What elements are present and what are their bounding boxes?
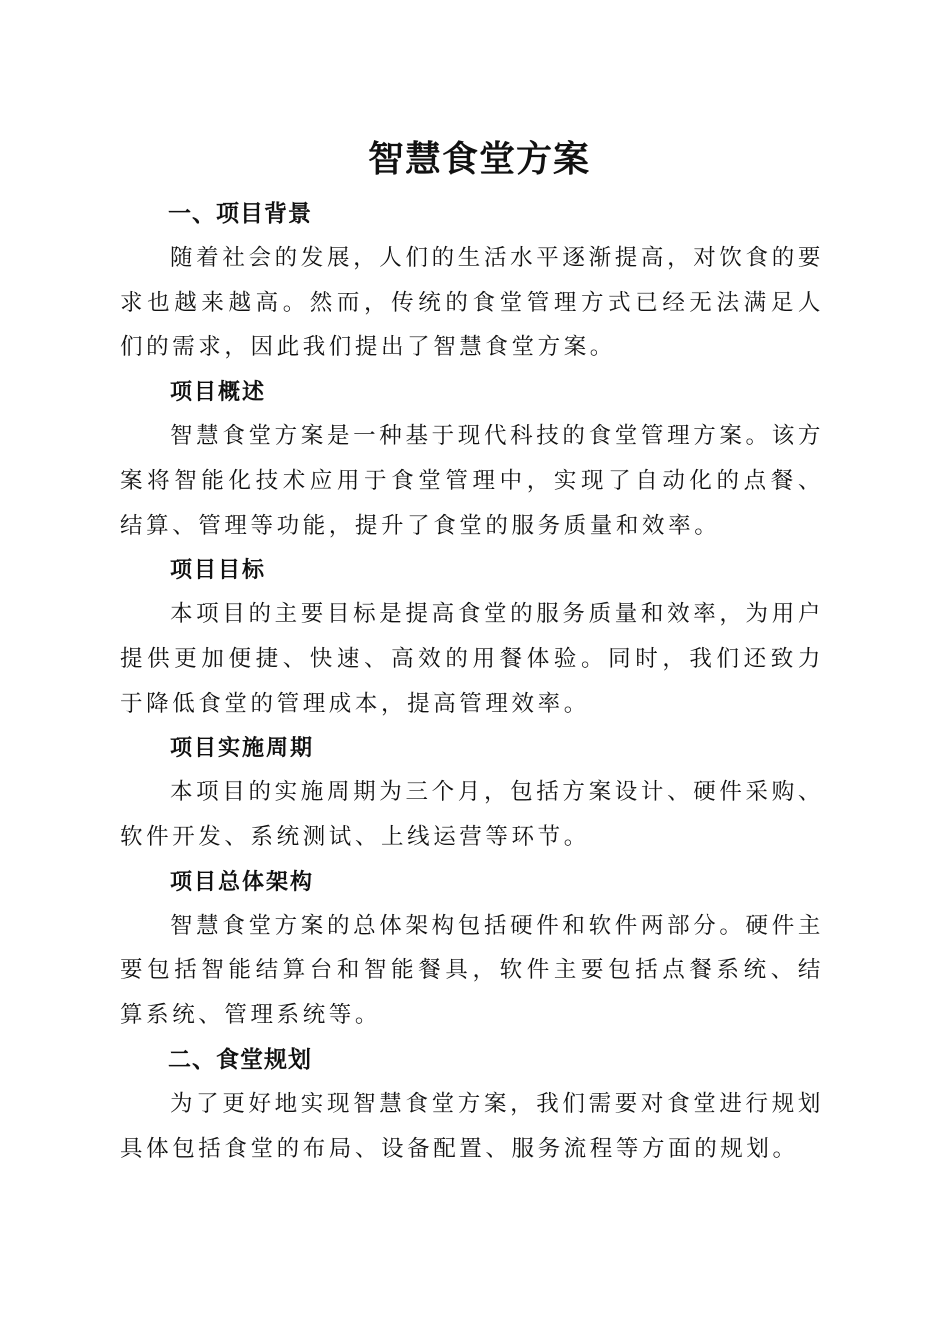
section-heading-planning: 二、食堂规划 (168, 1046, 312, 1073)
paragraph-background: 随着社会的发展，人们的生活水平逐渐提高，对饮食的要求也越来越高。然而，传统的食堂管理方式已经无法满足人们的需求，因此我们提出了智慧食堂方案。 (120, 245, 824, 361)
subheading-overview: 项目概述 (170, 379, 267, 406)
section-heading-background: 一、项目背景 (168, 201, 312, 227)
subheading-period: 项目实施周期 (170, 735, 315, 762)
paragraph-period: 本项目的实施周期为三个月，包括方案设计、硬件采购、软件开发、系统测试、上线运营等环节。 (120, 779, 824, 851)
document-title: 智慧食堂方案 (367, 138, 590, 180)
paragraph-architecture: 智慧食堂方案的总体架构包括硬件和软件两部分。硬件主要包括智能结算台和智能餐具，软件主要包括点餐系统、结算系统、管理系统等。 (120, 912, 824, 1029)
paragraph-overview: 智慧食堂方案是一种基于现代科技的食堂管理方案。该方案将智能化技术应用于食堂管理中，实现了自动化的点餐、结算、管理等功能，提升了食堂的服务质量和效率。 (120, 423, 824, 539)
subheading-architecture: 项目总体架构 (170, 868, 315, 895)
paragraph-goal: 本项目的主要目标是提高食堂的服务质量和效率，为用户提供更加便捷、快速、高效的用餐体验。同时，我们还致力于降低食堂的管理成本，提高管理效率。 (120, 601, 824, 717)
paragraph-planning: 为了更好地实现智慧食堂方案，我们需要对食堂进行规划具体包括食堂的布局、设备配置、服务流程等方面的规划。 (120, 1090, 824, 1162)
subheading-goal: 项目目标 (170, 557, 267, 584)
document-page (120, 128, 824, 1171)
